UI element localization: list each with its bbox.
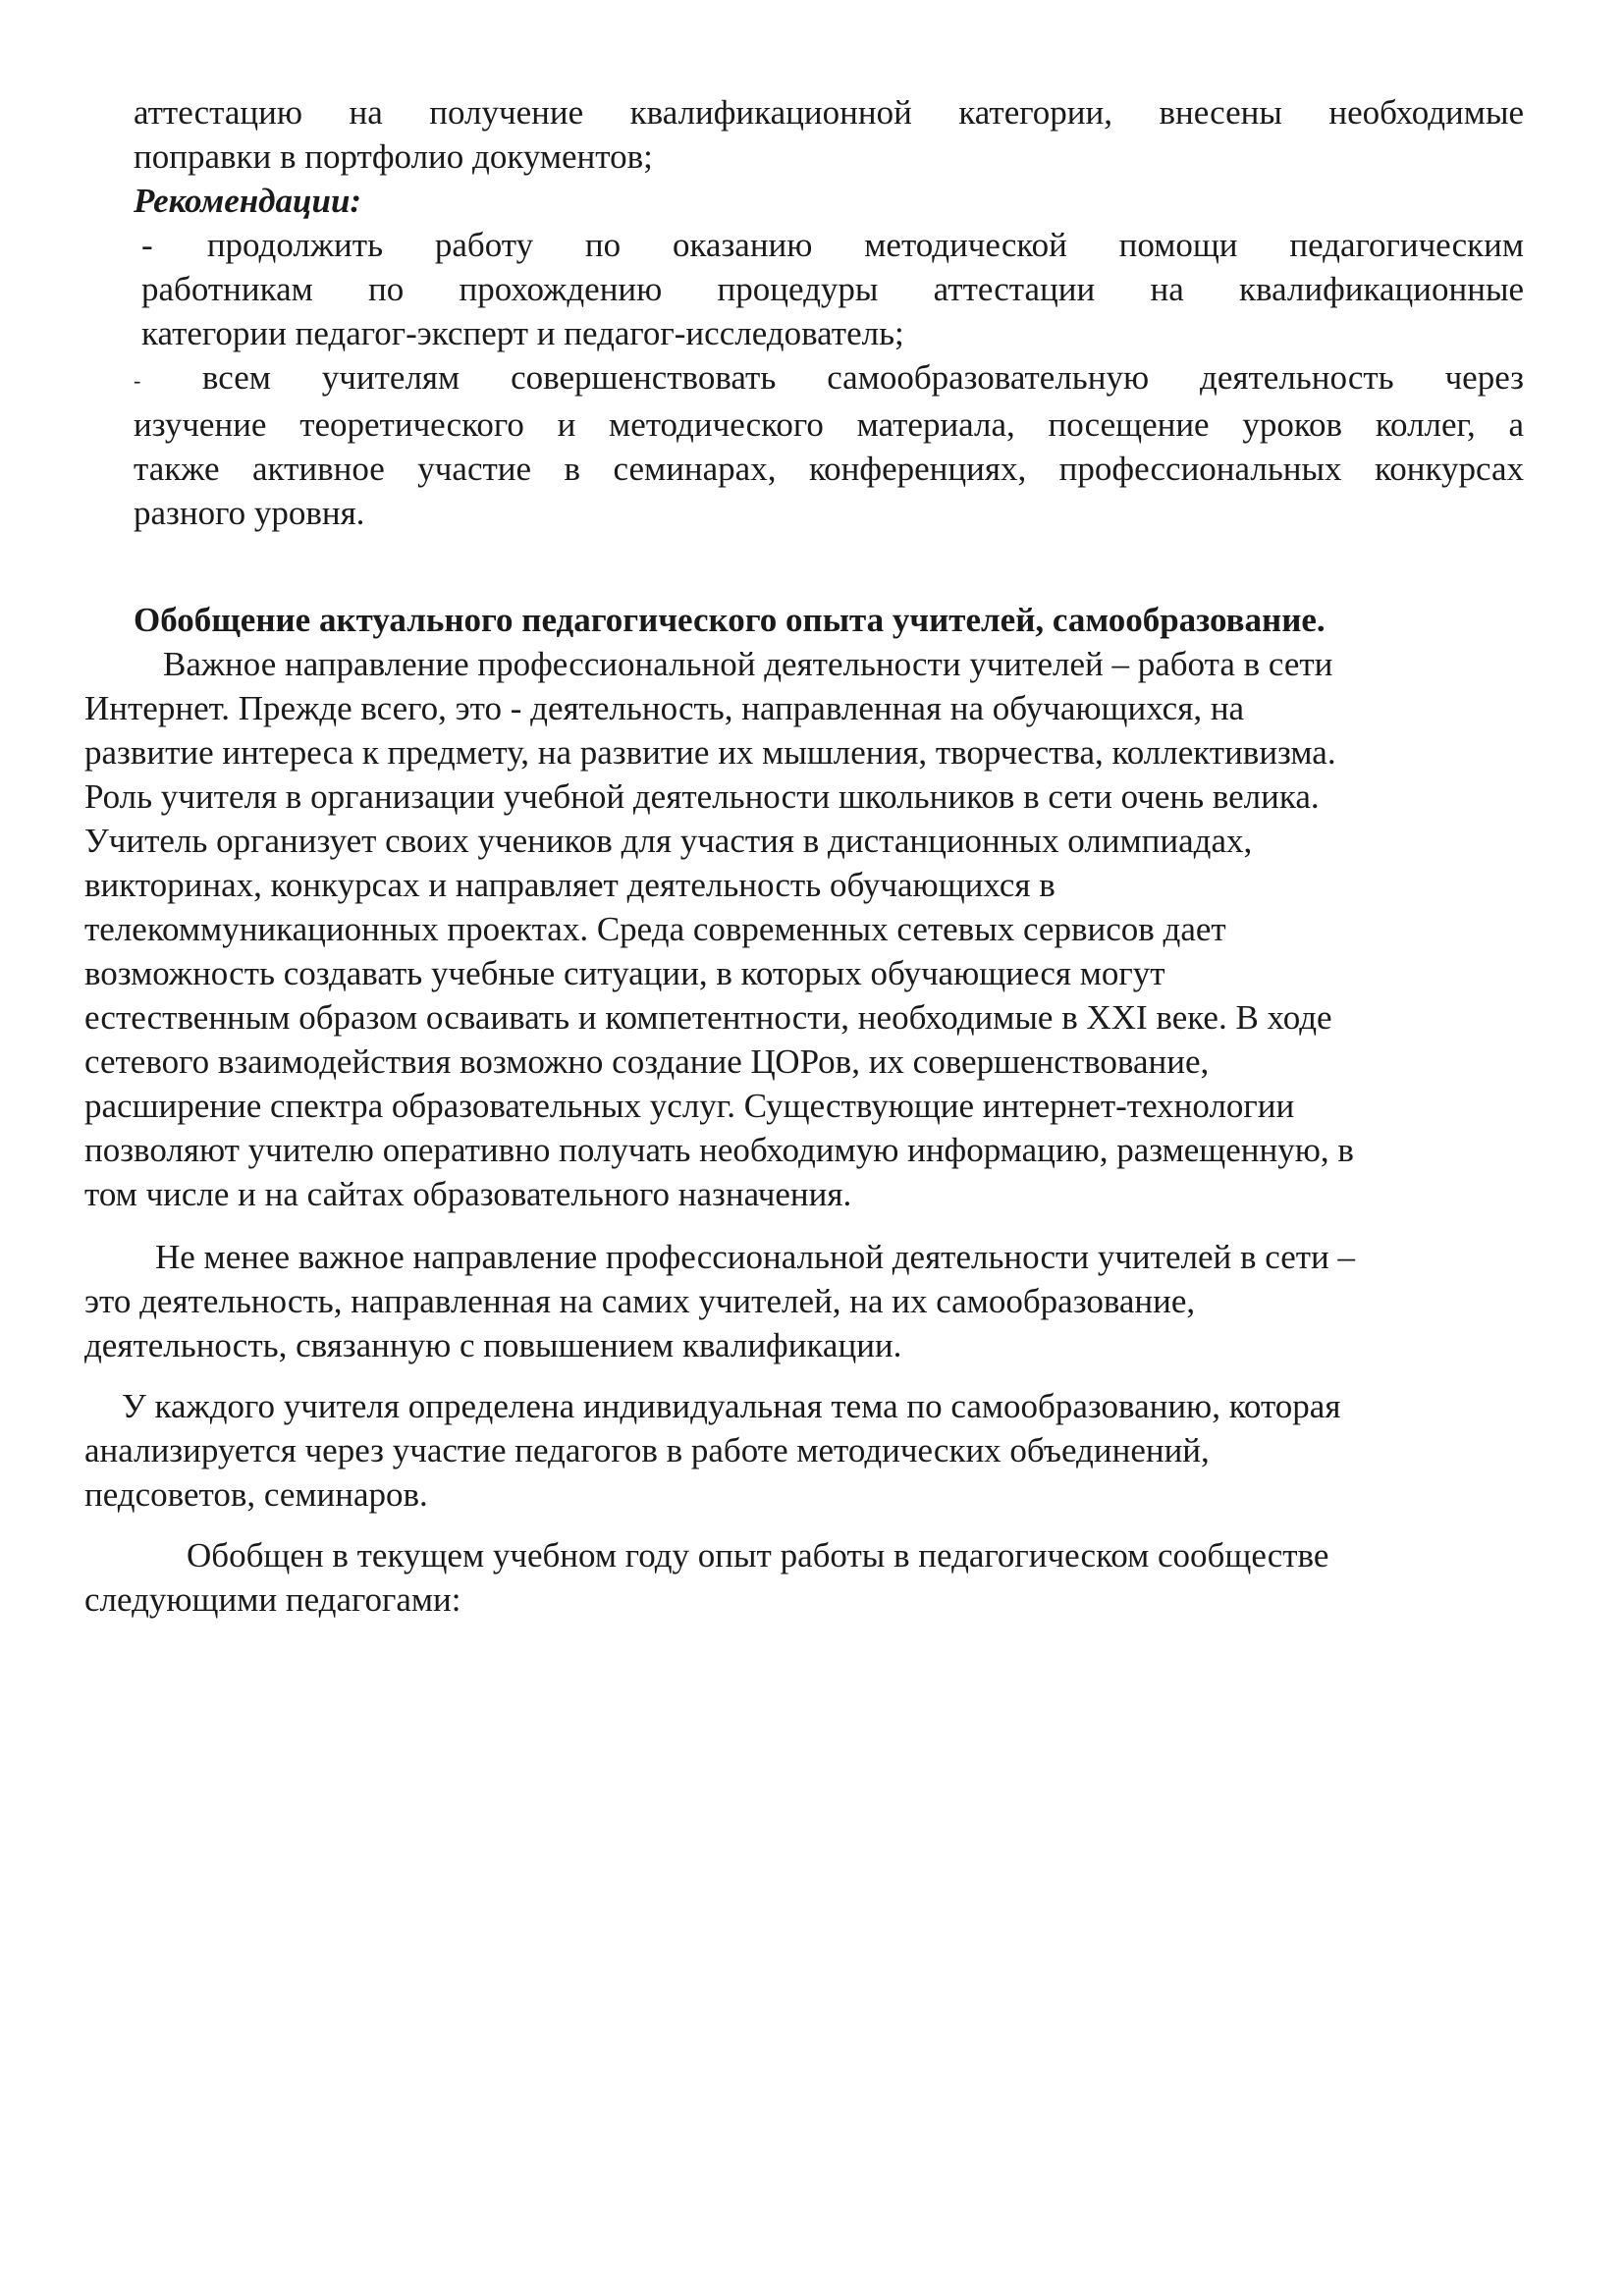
paragraph-line: деятельность, связанную с повышением квалификации. (84, 1326, 902, 1364)
paragraph-line: это деятельность, направленная на самих учителей, на их самообразование, (84, 1282, 1196, 1320)
paragraph-line: развитие интереса к предмету, на развитие их мышления, творчества, коллективизма. (84, 733, 1336, 772)
recommendation-text: всем учителям совершенствовать самообразовательную деятельность через (201, 358, 1524, 397)
paragraph-line: анализируется через участие педагогов в работе методических объединений, (84, 1431, 1210, 1469)
paragraph-line: возможность создавать учебные ситуации, в которых обучающиеся могут (84, 954, 1165, 992)
recommendation-item-2 (134, 355, 1524, 535)
intro-line: поправки в портфолио документов; (134, 137, 653, 176)
paragraph-line: Роль учителя в организации учебной деятельности школьников в сети очень велика. (84, 777, 1320, 816)
paragraph-line: Обобщен в текущем учебном году опыт работы в педагогическом сообществе (187, 1536, 1329, 1575)
recommendation-text: продолжить работу по оказанию методической помощи педагогическим (206, 226, 1524, 264)
paragraph-line: позволяют учителю оперативно получать необходимую информацию, размещенную, в (84, 1131, 1354, 1169)
recommendation-line (134, 223, 1524, 267)
recommendation-line: категории педагог-эксперт и педагог-исследователь; (141, 314, 904, 352)
paragraph-line: Интернет. Прежде всего, это - деятельность, направленная на обучающихся, на (84, 689, 1245, 727)
recommendations-heading: Рекомендации: (134, 182, 362, 220)
intro-paragraph (134, 90, 1524, 179)
paragraph-individual-topic (84, 1384, 1498, 1517)
paragraph-line: естественным образом осваивать и компетентности, необходимые в XXI веке. В ходе (84, 998, 1332, 1037)
section-heading: Обобщение актуального педагогического опыта учителей, самообразование. (134, 601, 1326, 639)
recommendation-line: также активное участие в семинарах, конференциях, профессиональных конкурсах (134, 450, 1524, 489)
paragraph-line: телекоммуникационных проектах. Среда современных сетевых сервисов дает (84, 910, 1226, 948)
paragraph-line: Важное направление профессиональной деятельности учителей – работа в сети (163, 645, 1333, 683)
bullet-dash: - (134, 368, 141, 394)
recommendation-line: изучение теоретического и методического материала, посещение уроков коллег, а (134, 405, 1524, 445)
paragraph-line: следующими педагогами: (84, 1580, 461, 1619)
paragraph-line: сетевого взаимодействия возможно создание ЦОРов, их совершенствование, (84, 1042, 1210, 1081)
paragraph-line: У каждого учителя определена индивидуальная тема по самообразованию, которая (122, 1387, 1341, 1425)
bullet-dash: - (141, 226, 153, 264)
paragraph-line: том числе и на сайтах образовательного назначения. (84, 1175, 852, 1213)
paragraph-line: Учитель организует своих учеников для участия в дистанционных олимпиадах, (84, 822, 1253, 860)
paragraph-internet-work (84, 642, 1498, 1216)
paragraph-line: расширение спектра образовательных услуг. Существующие интернет-технологии (84, 1087, 1295, 1125)
paragraph-line: Не менее важное направление профессиональной деятельности учителей в сети – (155, 1238, 1356, 1276)
recommendation-line: разного уровня. (134, 494, 365, 533)
recommendation-item-1 (134, 223, 1524, 355)
paragraph-experience-summary (84, 1533, 1498, 1622)
recommendation-line: работникам по прохождению процедуры аттестации на квалификационные (141, 270, 1524, 308)
paragraph-self-education (84, 1235, 1498, 1367)
paragraph-line: педсоветов, семинаров. (84, 1475, 428, 1514)
paragraph-line: викторинах, конкурсах и направляет деятельность обучающихся в (84, 866, 1056, 904)
recommendation-line (134, 355, 1524, 402)
intro-line: аттестацию на получение квалификационной категории, внесены необходимые (134, 93, 1524, 132)
